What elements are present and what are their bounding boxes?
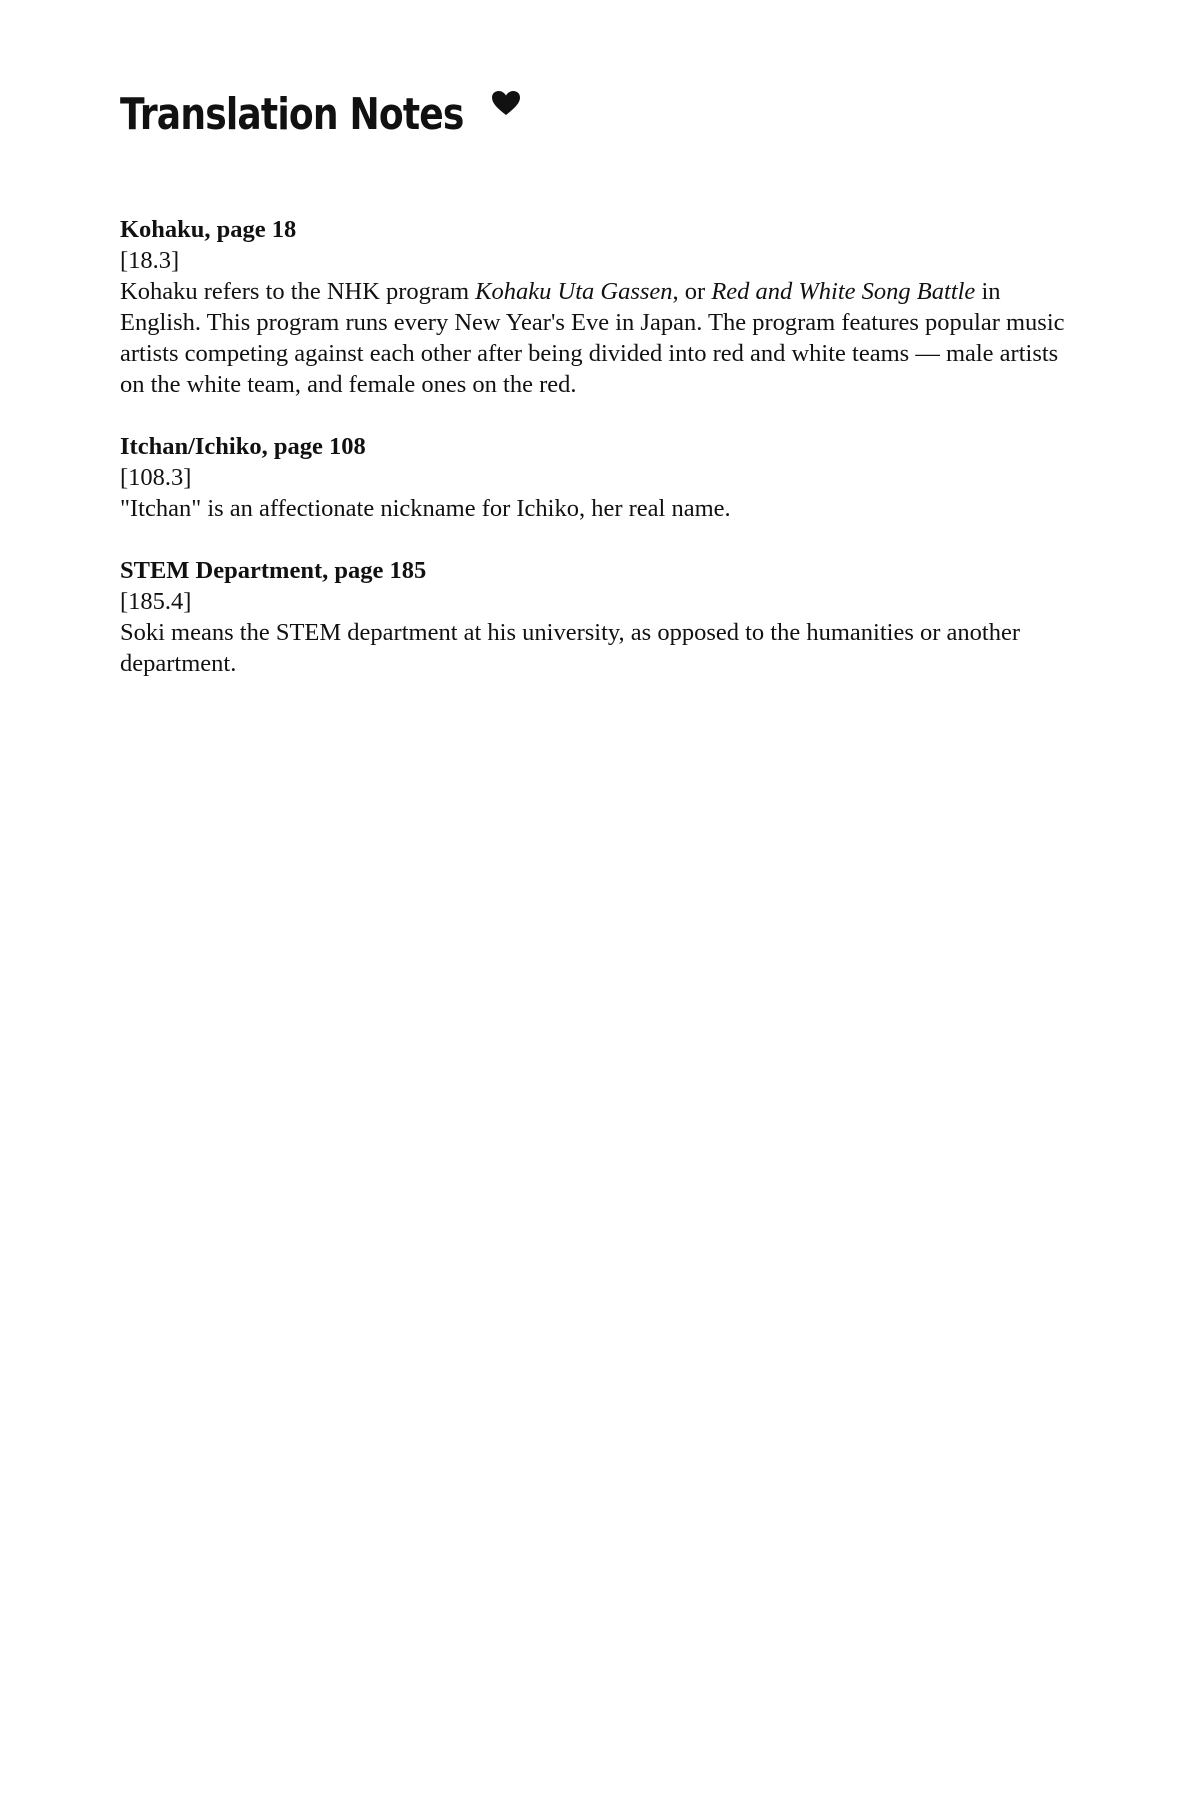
note-body-text: Kohaku refers to the NHK program <box>120 278 476 305</box>
note-reference: [18.3] <box>120 247 180 274</box>
note-reference: [108.3] <box>120 464 192 491</box>
note-heading: Kohaku, page 18 <box>120 216 297 243</box>
heart-icon <box>491 90 521 116</box>
page-title: Translation Notes <box>120 89 464 140</box>
note-body <box>120 276 1080 400</box>
translation-notes-page <box>120 88 1080 710</box>
note-body-text: , or <box>672 278 712 305</box>
notes-list <box>120 214 1080 679</box>
note-heading: STEM Department, page 185 <box>120 557 427 584</box>
note-reference: [185.4] <box>120 588 192 615</box>
note-itchan <box>120 431 1080 524</box>
title-row <box>120 88 1080 158</box>
note-body-text: in English. This program runs every New Year's Eve in Japan. The program features popular music artists competing against each other after being divided into red and white teams — male artists on the white team, and female ones on the red. <box>120 278 1065 398</box>
program-title-japanese: Kohaku Uta Gassen <box>475 278 673 305</box>
note-stem <box>120 555 1080 679</box>
note-body: "Itchan" is an affectionate nickname for Ichiko, her real name. <box>120 495 731 522</box>
note-kohaku <box>120 214 1080 400</box>
program-title-english: Red and White Song Battle <box>711 278 976 305</box>
note-heading: Itchan/Ichiko, page 108 <box>120 433 366 460</box>
note-body: Soki means the STEM department at his university, as opposed to the humanities or another department. <box>120 619 1020 677</box>
